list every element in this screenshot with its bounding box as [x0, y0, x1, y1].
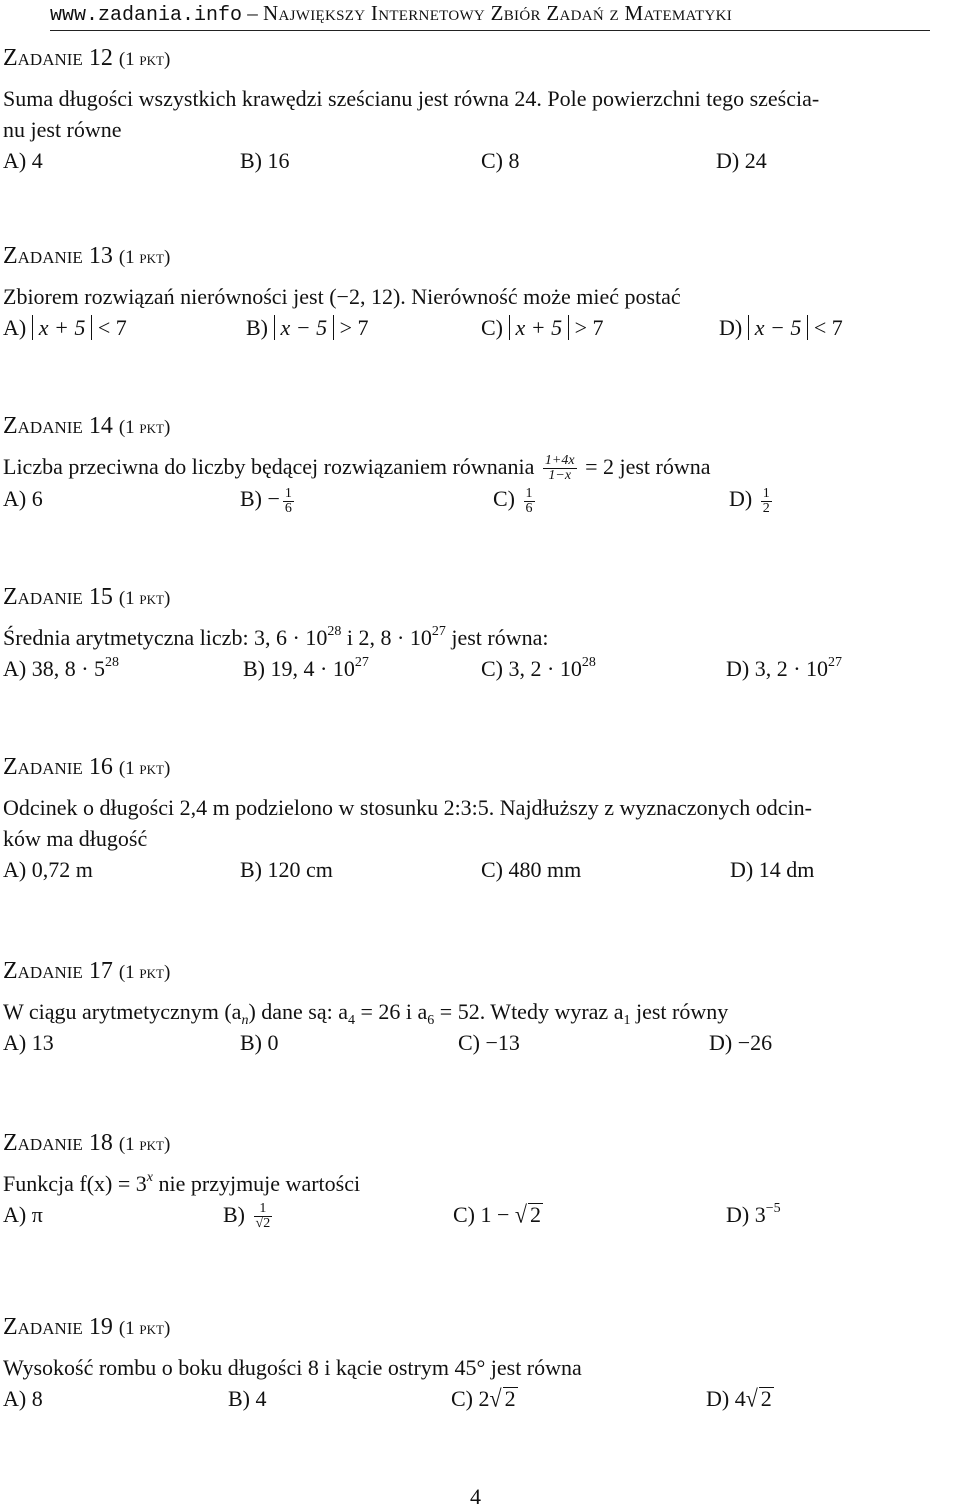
answer-d[interactable] — [726, 1199, 781, 1230]
subscript: 4 — [348, 1013, 355, 1028]
task-text — [3, 451, 943, 483]
text-part: i 2, 8 · 10 — [341, 625, 432, 650]
site-url[interactable]: www.zadania.info — [50, 4, 243, 27]
answer-d[interactable]: D) 24 — [716, 148, 767, 173]
answer-base: A) 38, 8 · 5 — [3, 656, 106, 681]
task-label: Zadanie 13 — [3, 243, 113, 269]
task-text — [3, 996, 943, 1027]
answer-b[interactable] — [243, 653, 369, 684]
answer-options — [3, 1383, 943, 1415]
task-label: Zadanie 19 — [3, 1314, 113, 1340]
task-points: (1 pkt) — [118, 588, 171, 609]
denominator: 6 — [525, 500, 533, 516]
answer-c[interactable] — [481, 312, 604, 343]
header-dash: – — [242, 1, 264, 25]
task-label: Zadanie 12 — [3, 45, 113, 71]
task-label: Zadanie 18 — [3, 1130, 113, 1156]
exponent: x — [146, 1170, 153, 1185]
relation: > 7 — [574, 315, 604, 340]
task-text-line: ków ma długość — [3, 826, 148, 851]
answer-label: B) − — [240, 486, 280, 512]
exponent: 27 — [828, 655, 843, 670]
task-points: (1 pkt) — [118, 962, 171, 983]
answer-label: C) — [493, 486, 515, 512]
answer-b[interactable] — [223, 1199, 275, 1231]
task-title — [3, 43, 943, 75]
page-number: 4 — [470, 1484, 481, 1509]
answer-a[interactable]: A) 4 — [3, 148, 43, 173]
radical-sign: √ — [514, 1200, 527, 1229]
answer-label: C) 1 − — [453, 1202, 510, 1227]
answer-label: D) 3 — [726, 1202, 766, 1227]
task-text — [3, 792, 943, 854]
task-text — [3, 83, 943, 145]
radicand: 2 — [760, 1386, 772, 1411]
answer-b[interactable]: B) 0 — [240, 1030, 279, 1055]
text-part: = 26 i a — [355, 999, 428, 1024]
exponent: −5 — [765, 1201, 781, 1216]
answer-options — [3, 483, 943, 515]
answer-options — [3, 312, 943, 344]
exponent: 28 — [105, 655, 120, 670]
answer-a[interactable]: A) 13 — [3, 1030, 54, 1055]
text-part: Funkcja f(x) = 3 — [3, 1171, 147, 1196]
task-title — [3, 582, 943, 614]
task-18 — [3, 1128, 943, 1231]
task-points: (1 pkt) — [118, 758, 171, 779]
relation: > 7 — [339, 315, 369, 340]
answer-c[interactable]: C) 8 — [481, 148, 520, 173]
answer-a[interactable]: A) 8 — [3, 1386, 43, 1411]
answer-fraction — [254, 1202, 273, 1231]
radical-sign: √ — [745, 1384, 758, 1413]
text-part: jest równy — [630, 999, 729, 1024]
numerator: 1 — [254, 1202, 273, 1217]
task-text-end: = 2 jest równa — [585, 454, 711, 479]
numerator: 1 — [762, 485, 770, 501]
radicand: 2 — [263, 1216, 271, 1232]
page-header — [50, 0, 930, 31]
task-points: (1 pkt) — [118, 49, 171, 70]
task-text-start: Zbiorem rozwiązań nierówności jest — [3, 284, 324, 309]
interval: (−2, 12) — [329, 284, 401, 309]
answer-fraction — [283, 487, 294, 516]
task-text-line: Suma długości wszystkich krawędzi sześcianu jest równa 24. Pole powierzchni tego sześcia- — [3, 86, 820, 111]
task-19 — [3, 1312, 943, 1415]
task-points: (1 pkt) — [118, 247, 171, 268]
answer-options — [3, 1199, 943, 1231]
header-subtitle: Największy Internetowy Zbiór Zadań z Matematyki — [263, 1, 733, 25]
task-text: Wysokość rombu o boku długości 8 i kącie ostrym 45° jest równa — [3, 1355, 582, 1380]
task-title — [3, 241, 943, 273]
task-points: (1 pkt) — [118, 1318, 171, 1339]
answer-d[interactable]: D) 14 dm — [730, 857, 815, 882]
answer-label: A) — [3, 315, 27, 340]
task-title — [3, 411, 943, 443]
answer-b[interactable]: B) 16 — [240, 148, 290, 173]
denominator: 2 — [762, 500, 770, 516]
answer-a[interactable] — [3, 312, 127, 343]
exponent: 28 — [327, 624, 342, 639]
equation-fraction — [543, 454, 577, 483]
task-text — [3, 281, 943, 312]
exponent: 27 — [431, 624, 446, 639]
task-label: Zadanie 15 — [3, 584, 113, 610]
task-label: Zadanie 16 — [3, 754, 113, 780]
text-part: Średnia arytmetyczna liczb: 3, 6 · 10 — [3, 625, 328, 650]
task-14 — [3, 411, 943, 515]
answer-d[interactable] — [719, 312, 843, 343]
answer-c[interactable]: C) −13 — [458, 1030, 520, 1055]
task-16 — [3, 752, 943, 886]
answer-a[interactable]: A) π — [3, 1202, 43, 1227]
text-part: nie przyjmuje wartości — [152, 1171, 361, 1196]
answer-a[interactable]: A) 6 — [3, 486, 43, 512]
task-15 — [3, 582, 943, 685]
task-17 — [3, 956, 943, 1059]
radical-sign: √ — [489, 1384, 502, 1413]
answer-label: D) — [729, 486, 753, 512]
task-12 — [3, 43, 943, 177]
answer-label: C) 2 — [451, 1386, 490, 1411]
task-title — [3, 956, 943, 988]
answer-d[interactable]: D) −26 — [709, 1030, 773, 1055]
answer-fraction — [524, 487, 535, 516]
answer-options — [3, 145, 943, 177]
answer-b[interactable]: B) 4 — [228, 1386, 267, 1411]
task-title — [3, 1312, 943, 1344]
task-text — [3, 1168, 943, 1199]
relation: < 7 — [97, 315, 127, 340]
subscript: 1 — [623, 1013, 631, 1028]
answer-label: B) — [246, 315, 268, 340]
task-label: Zadanie 17 — [3, 958, 113, 984]
answer-c[interactable] — [451, 1383, 518, 1414]
answer-label: B) — [223, 1202, 245, 1227]
answer-b[interactable] — [240, 483, 297, 515]
answer-options — [3, 854, 943, 886]
text-part: W ciągu arytmetycznym (a — [3, 999, 242, 1024]
radical-sign: √ — [255, 1216, 264, 1232]
task-text-line: Odcinek o długości 2,4 m podzielono w stosunku 2:3:5. Najdłuższy z wyznaczonych odcin- — [3, 795, 812, 820]
answer-d[interactable] — [706, 1383, 774, 1414]
answer-label: C) — [481, 315, 503, 340]
radicand: 2 — [504, 1386, 516, 1411]
numerator: 1 — [525, 485, 533, 501]
text-part: = 52. Wtedy wyraz a — [434, 999, 624, 1024]
answer-label: D) 4 — [706, 1386, 746, 1411]
exponent: 28 — [581, 655, 596, 670]
answer-b[interactable]: B) 120 cm — [240, 857, 333, 882]
numerator: 1 — [284, 485, 292, 501]
task-title — [3, 1128, 943, 1160]
text-part: jest równa: — [445, 625, 549, 650]
subscript: n — [241, 1013, 249, 1028]
denominator: 6 — [284, 500, 292, 516]
task-points: (1 pkt) — [118, 417, 171, 438]
answer-base: C) 3, 2 · 10 — [481, 656, 582, 681]
absolute-value: x − 5 — [274, 315, 335, 340]
task-title — [3, 752, 943, 784]
absolute-value: x + 5 — [32, 315, 93, 340]
absolute-value: x + 5 — [509, 315, 570, 340]
task-points: (1 pkt) — [118, 1134, 171, 1155]
answer-options — [3, 653, 943, 685]
answer-fraction — [761, 487, 772, 516]
task-text-start: Liczba przeciwna do liczby będącej rozwiązaniem równania — [3, 454, 535, 479]
subscript: 6 — [427, 1013, 435, 1028]
answer-b[interactable] — [246, 312, 369, 343]
answer-base: B) 19, 4 · 10 — [243, 656, 355, 681]
absolute-value: x − 5 — [748, 315, 809, 340]
answer-c[interactable] — [481, 653, 596, 684]
answer-base: D) 3, 2 · 10 — [726, 656, 829, 681]
relation: < 7 — [813, 315, 843, 340]
task-label: Zadanie 14 — [3, 413, 113, 439]
denominator — [254, 1217, 273, 1231]
numerator: 1+4x — [544, 453, 575, 469]
answer-c[interactable] — [493, 483, 538, 515]
answer-d[interactable] — [726, 653, 842, 684]
exponent: 27 — [354, 655, 369, 670]
denominator: 1−x — [548, 468, 572, 484]
task-text-line: nu jest równe — [3, 117, 122, 142]
answer-c[interactable]: C) 480 mm — [481, 857, 582, 882]
task-text — [3, 622, 943, 653]
answer-options — [3, 1027, 943, 1059]
answer-label: D) — [719, 315, 743, 340]
answer-a[interactable] — [3, 653, 119, 684]
task-text-end: . Nierówność może mieć postać — [400, 284, 681, 309]
answer-d[interactable] — [729, 483, 775, 515]
text-part: ) dane są: a — [248, 999, 348, 1024]
answer-c[interactable] — [453, 1199, 543, 1230]
radicand: 2 — [530, 1202, 541, 1227]
task-13 — [3, 241, 943, 344]
answer-a[interactable]: A) 0,72 m — [3, 857, 93, 882]
